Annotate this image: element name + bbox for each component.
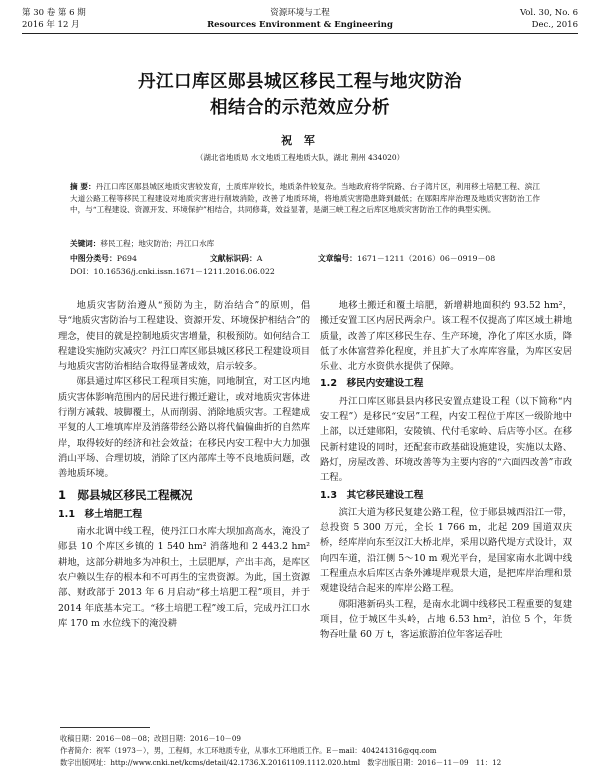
received-date: 收稿日期：2016－08－08；改回日期：2016－10－09 <box>60 734 241 743</box>
paragraph: 郧县通过库区移民工程项目实施，同地制宜，对工区内地质灾害体影响范围内的居民进行搬迁避让，或对地质灾害体进行削方减载、坡脚覆土，从而削弱、消除地质灾害。工程建成平复的人工堆填库岸及消落带经公路以将代偏偏曲折的自然库岸，取得较好的经济和社会效益；在移民内安工程中大力加强消山平场、合理切坡，消除了区内部库土等不良地质问题，改善地质环境。 <box>58 376 310 480</box>
paragraph: 滨江大道为移民复建公路工程，位于郧县城西沿江一带，总投资 5 300 万元，全长 1 766 m，北起 209 国道双庆桥，经库岸向东至汉江大桥北岸，采用以路代堤方式设计，双向四车道，沿江侧 5～10 m 观光平台，是国家南水北调中线工程重点水后库区古条外滩堤岸观景大道，是把库岸治理和景观建设结合起来的库岸公路工程。 <box>320 506 572 595</box>
volume-issue-cn: 第 30 卷 第 6 期 <box>22 8 86 18</box>
abstract-label: 摘 要： <box>70 182 96 191</box>
doi: DOI：10.16536/j.cnki.issn.1671－1211.2016.06.022 <box>70 267 275 276</box>
paragraph: 丹江口库区郧县县内移民安置点建设工程（以下简称“内安工程”）是移民“安居”工程，内安工程位于库区一级阶地中上部，以迁建郧阳，安陵镇、代付毛家岭、后店等小区。在移民新村建设的同时，还配套市政基础设施建设，实施以太路、路灯，房屋改善、环境改善等为主要内容的“六面四改善”市政工程。 <box>320 395 572 484</box>
subsection-heading: 1.2 移民内安建设工程 <box>320 378 424 390</box>
journal-name-cn: 资源环境与工程 <box>270 8 330 18</box>
document-code: 文献标识码：A <box>210 254 263 263</box>
left-column <box>58 298 310 631</box>
header-rule <box>22 33 578 34</box>
keywords-text: 移民工程；地灾防治；丹江口水库 <box>100 239 215 248</box>
subsection-heading: 1.3 其它移民建设工程 <box>320 489 424 501</box>
footnote-rule <box>60 727 150 728</box>
paper-title-line1: 丹江口库区郧县城区移民工程与地灾防治 <box>138 72 462 92</box>
keywords-label: 关键词： <box>70 239 101 248</box>
paper-title-line2: 相结合的示范效应分析 <box>210 98 390 118</box>
right-column <box>320 298 572 643</box>
paragraph: 南水北调中线工程，使丹江口水库大坝加高高水，淹没了郧县 10 个库区乡镇的 1 540 hm² 消落地和 2 443.2 hm² 耕地，这部分耕地多为冲积土，土层肥厚，产出丰高，是库区农户赖以生存的根本和不可再生的宝贵资源。为此，国土资源部、财政部于 2013 年 6 月启动“移土培肥工程”项目，并于 2014 年底基本完工。“移土培肥工程”竣工后，完成丹江口水库 170 m 水位线下的淹没耕 <box>58 526 310 629</box>
author-name: 祝 军 <box>281 134 319 147</box>
section-heading: 1 郧县城区移民工程概况 <box>58 487 193 502</box>
subsection-heading: 1.1 移土培肥工程 <box>58 508 143 520</box>
paragraph: 郧阳港新码头工程，是南水北调中线移民工程重要的复建项目，位于城区牛头岭，占地 6.53 hm²，泊位 5 个，年货物吞吐量 60 万 t，客运旅游泊位年客运吞吐 <box>320 598 572 641</box>
date-en: Dec., 2016 <box>531 20 578 30</box>
paragraph: 地质灾害防治遵从“预防为主，防治结合”的原则，倡导“地质灾害防治与工程建设、资源开发、环境保护相结合”的理念，使目的就是控制地质灾害增量，积极预防。如何结合工程建设实施防灾减灾？丹江口库区郧县城区移民工程建设项目与地质灾害防治相结合取得显著成效，启示较多。 <box>58 300 310 373</box>
clc-number: 中图分类号：P694 <box>70 254 137 263</box>
online-publication: 数字出版网址：http://www.cnki.net/kcms/detail/42.1736.X.20161109.1112.020.html 数字出版日期：2016－11－09 11：12 <box>60 758 502 767</box>
abstract <box>70 181 540 216</box>
date-cn: 2016 年 12 月 <box>22 20 80 30</box>
abstract-text: 丹江口库区郧县城区地质灾害较发育，土质库岸较长，地质条件较复杂。当地政府将学院路、台子湾片区，利用移土培肥工程、滨江大道公路工程等移民工程建设对地质灾害进行削坡消险，改善了地质环境，将地质灾害隐患降到最低；在郧阳库岸治理及地质灾害防治工作中，与“工程建设、资源开发、环境保护”相结合，共同修葺，效益显著，是湖三峡工程之后库区地质灾害防治工作的典型实例。 <box>70 182 540 215</box>
paragraph: 地移土搬迁和覆土培肥，新增耕地面积约 93.52 hm²，搬迁安置工区内居民两余户。该工程不仅提高了库区域土耕地质量，改善了库区移民生存、生产环境，净化了库区水质，降低了水体富营养化程度，并且扩大了水库库容量，为库区安居乐业、北方水资供水提供了保障。 <box>320 300 572 373</box>
author-affiliation: （湖北省地质局 水文地质工程地质大队，湖北 荆州 434020） <box>195 153 405 162</box>
keywords <box>70 238 540 250</box>
body-text <box>58 298 582 723</box>
journal-name-en: Resources Environment & Engineering <box>207 20 393 30</box>
volume-issue-en: Vol. 30, No. 6 <box>519 8 578 18</box>
article-number: 文章编号：1671－1211（2016）06－0919－08 <box>318 254 496 263</box>
author-bio: 作者简介：祝军（1973－），男，工程师，水工环地质专业，从事水工环地质工作。E－mail：404241316@qq.com <box>60 746 437 755</box>
